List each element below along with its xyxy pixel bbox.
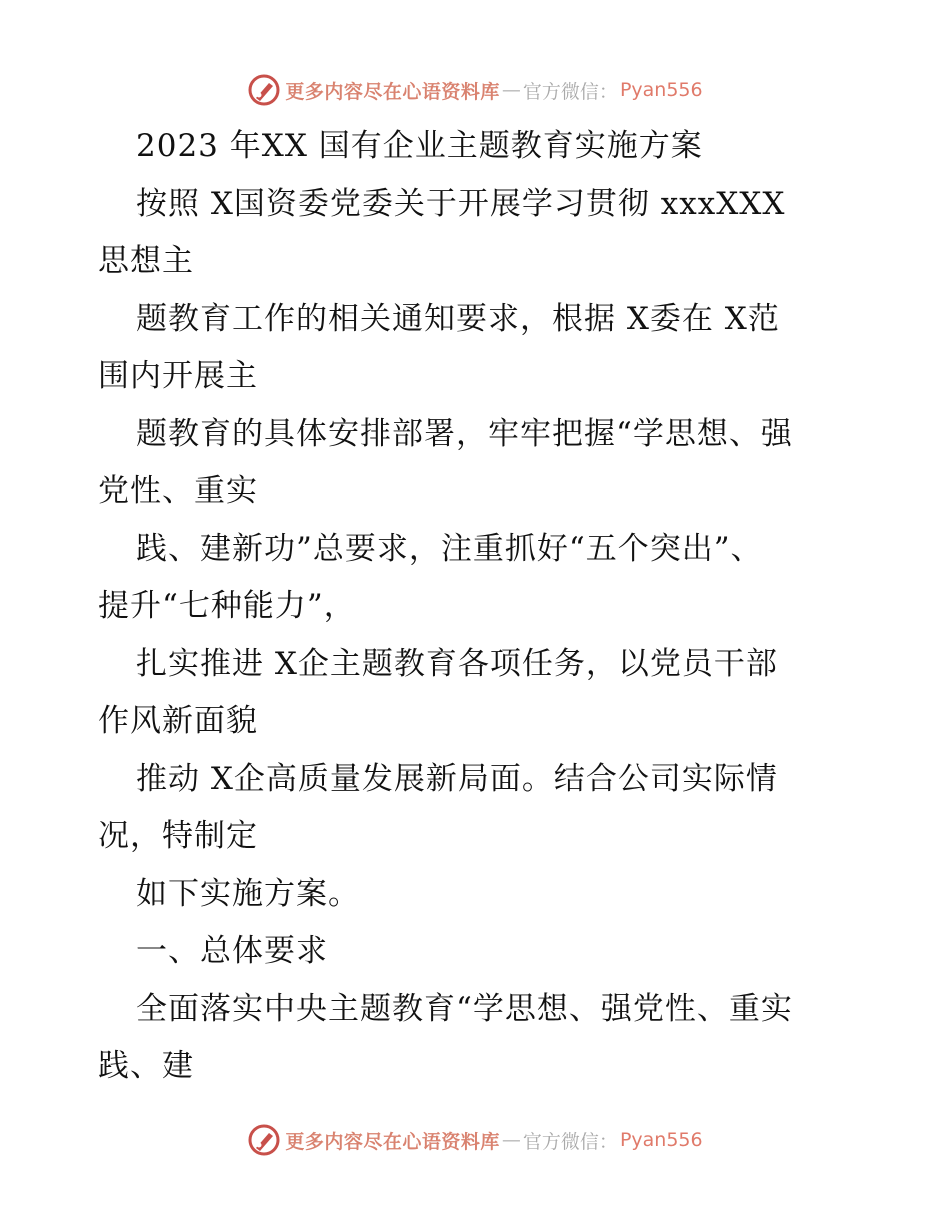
text-line: 践、建 (98, 1048, 194, 1084)
watermark-text: 更多内容尽在心语资料库 (285, 80, 500, 103)
watermark-separator: — (501, 1129, 521, 1151)
text-line: 推动 X企高质量发展新局面。结合公司实际情 (136, 760, 778, 797)
watermark-text: 更多内容尽在心语资料库 (285, 1130, 500, 1153)
pen-logo-icon (247, 1123, 281, 1157)
text-line: 况，特制定 (98, 818, 258, 854)
text-line: 如下实施方案。 (136, 875, 360, 912)
document-body (98, 118, 878, 1096)
watermark-official-label: 官方微信： (522, 80, 618, 103)
watermark-official-label: 官方微信： (522, 1130, 618, 1153)
header-watermark (0, 70, 950, 110)
watermark-separator: — (501, 79, 521, 101)
text-line: 题教育的具体安排部署，牢牢把握“学思想、强 (136, 415, 793, 452)
text-line: 提升“七种能力”， (98, 588, 356, 624)
text-line: 按照 X国资委党委关于开展学习贯彻 xxxXXX (136, 185, 786, 222)
text-line: 思想主 (98, 243, 194, 279)
text-line: 扎实推进 X企主题教育各项任务，以党员干部 (136, 645, 778, 682)
text-line: 题教育工作的相关通知要求，根据 X委在 X范 (136, 300, 780, 337)
pen-logo-icon (247, 73, 281, 107)
text-line: 全面落实中央主题教育“学思想、强党性、重实 (136, 990, 793, 1027)
text-line: 作风新面貌 (98, 703, 258, 739)
watermark-wechat-id: Pyan556 (619, 79, 703, 101)
footer-watermark (0, 1120, 950, 1160)
text-line: 一、总体要求 (136, 933, 328, 969)
watermark-wechat-id: Pyan556 (619, 1129, 703, 1151)
text-line: 践、建新功”总要求，注重抓好“五个突出”、 (136, 530, 763, 567)
text-line: 围内开展主 (98, 358, 258, 394)
text-line: 党性、重实 (98, 473, 258, 509)
document-title: 2023 年XX 国有企业主题教育实施方案 (136, 128, 703, 164)
